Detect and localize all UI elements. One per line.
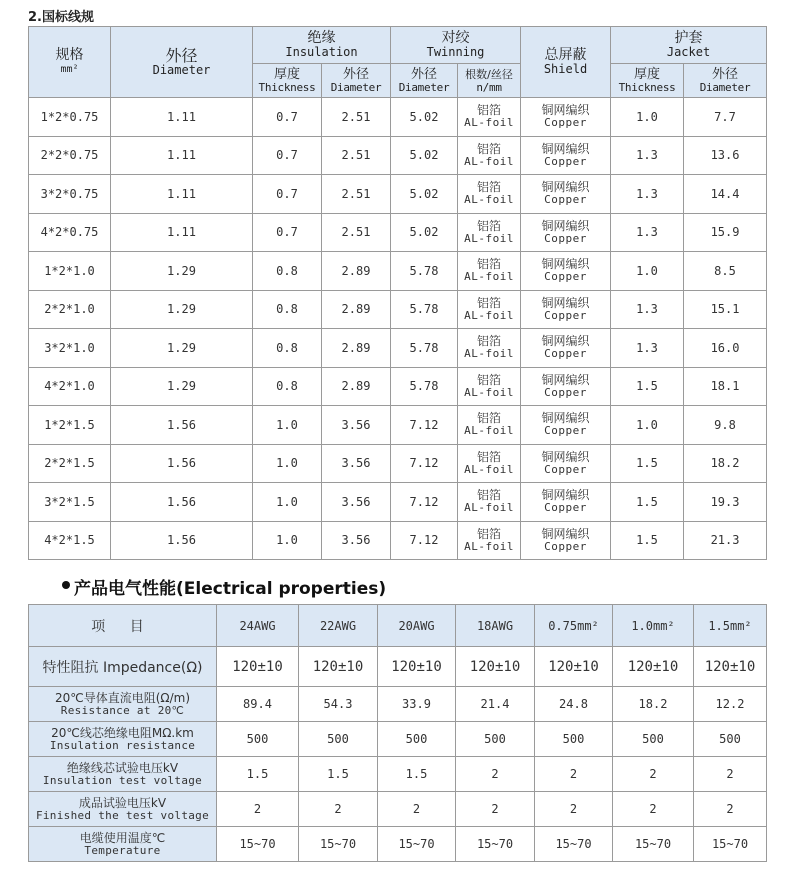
foil-cn: 铝箔 [477, 449, 502, 464]
value-cell: 120±10 [378, 647, 456, 687]
electrical-row [29, 687, 767, 722]
value-cell: 120±10 [217, 647, 299, 687]
header-item: 项 目 [29, 605, 217, 647]
value-cell: 500 [299, 722, 378, 757]
value-cell: 2 [613, 757, 694, 792]
cell-twinning-diameter: 7.12 [391, 521, 458, 560]
row-label-en: Finished the test voltage [35, 808, 210, 822]
cell-twinning-diameter: 5.78 [391, 367, 458, 406]
table-row [29, 252, 767, 291]
cell-outer-diameter: 1.56 [111, 444, 253, 483]
cell-insulation-diameter: 2.89 [322, 252, 391, 291]
value-cell: 500 [613, 722, 694, 757]
cell-jacket-thickness: 1.3 [611, 175, 684, 214]
cell-foil [458, 213, 521, 252]
cell-foil [458, 521, 521, 560]
row-label-cn: 绝缘线芯试验电压kV [66, 760, 179, 775]
value-cell: 2 [535, 792, 613, 827]
row-label-en: Temperature [84, 843, 161, 857]
cell-spec: 3*2*0.75 [29, 175, 111, 214]
foil-cn: 铝箔 [477, 488, 502, 503]
value-cell: 2 [217, 792, 299, 827]
cell-shield [521, 483, 611, 522]
header-twinning-strand: 根数/丝径 n/mm [458, 64, 521, 98]
cell-insulation-thickness: 0.8 [253, 367, 322, 406]
cell-insulation-diameter: 2.89 [322, 329, 391, 368]
cell-twinning-diameter: 5.02 [391, 98, 458, 137]
header-column: 18AWG [456, 605, 535, 647]
header-twinning: 对绞 Twinning [391, 27, 521, 64]
shield-en: Copper [544, 539, 587, 553]
cell-insulation-diameter: 2.51 [322, 213, 391, 252]
cell-shield [521, 175, 611, 214]
foil-en: AL-foil [464, 385, 514, 399]
value-cell: 500 [456, 722, 535, 757]
row-label [29, 792, 217, 827]
value-cell: 24.8 [535, 687, 613, 722]
value-cell: 15~70 [694, 827, 767, 862]
value-cell: 120±10 [613, 647, 694, 687]
table-row [29, 406, 767, 445]
cell-spec: 1*2*1.5 [29, 406, 111, 445]
cell-jacket-diameter: 15.9 [684, 213, 767, 252]
cell-jacket-thickness: 1.0 [611, 406, 684, 445]
row-label-cn: 特性阻抗 Impedance(Ω) [42, 659, 203, 676]
cell-foil [458, 175, 521, 214]
electrical-row [29, 647, 767, 687]
shield-en: Copper [544, 462, 587, 476]
value-cell: 15~70 [217, 827, 299, 862]
cell-jacket-diameter: 13.6 [684, 136, 767, 175]
cell-twinning-diameter: 7.12 [391, 483, 458, 522]
cell-spec: 4*2*1.0 [29, 367, 111, 406]
cell-outer-diameter: 1.56 [111, 521, 253, 560]
header-column: 1.0mm² [613, 605, 694, 647]
cell-foil [458, 290, 521, 329]
value-cell: 2 [299, 792, 378, 827]
cell-jacket-thickness: 1.5 [611, 367, 684, 406]
value-cell: 15~70 [299, 827, 378, 862]
cell-jacket-thickness: 1.5 [611, 521, 684, 560]
cell-spec: 3*2*1.5 [29, 483, 111, 522]
shield-en: Copper [544, 308, 587, 322]
foil-cn: 铝箔 [477, 334, 502, 349]
shield-en: Copper [544, 193, 587, 207]
cell-insulation-diameter: 3.56 [322, 483, 391, 522]
cell-jacket-diameter: 8.5 [684, 252, 767, 291]
cell-spec: 1*2*0.75 [29, 98, 111, 137]
cell-foil [458, 406, 521, 445]
cell-insulation-diameter: 2.89 [322, 290, 391, 329]
cell-insulation-thickness: 0.8 [253, 329, 322, 368]
cell-spec: 4*2*0.75 [29, 213, 111, 252]
value-cell: 500 [535, 722, 613, 757]
foil-cn: 铝箔 [477, 295, 502, 310]
cell-foil [458, 329, 521, 368]
table-row [29, 175, 767, 214]
cell-spec: 2*2*0.75 [29, 136, 111, 175]
value-cell: 120±10 [456, 647, 535, 687]
table-row [29, 521, 767, 560]
row-label-cn: 20℃导体直流电阻(Ω/m) [54, 690, 190, 705]
cell-jacket-thickness: 1.0 [611, 98, 684, 137]
cell-spec: 4*2*1.5 [29, 521, 111, 560]
row-label [29, 827, 217, 862]
shield-cn: 铜网编织 [541, 103, 590, 118]
cell-shield [521, 521, 611, 560]
value-cell: 1.5 [378, 757, 456, 792]
shield-cn: 铜网编织 [541, 257, 590, 272]
value-cell: 15~70 [378, 827, 456, 862]
header-insulation-diameter: 外径 Diameter [322, 64, 391, 98]
cell-insulation-thickness: 1.0 [253, 406, 322, 445]
foil-en: AL-foil [464, 154, 514, 168]
foil-cn: 铝箔 [477, 526, 502, 541]
header-column: 20AWG [378, 605, 456, 647]
header-spec: 规格 mm² [29, 27, 111, 98]
table-row [29, 98, 767, 137]
row-label [29, 757, 217, 792]
row-label-en: Resistance at 20℃ [60, 703, 185, 717]
cell-insulation-diameter: 3.56 [322, 521, 391, 560]
cell-shield [521, 367, 611, 406]
cell-foil [458, 98, 521, 137]
table-row [29, 444, 767, 483]
cell-jacket-thickness: 1.5 [611, 444, 684, 483]
value-cell: 120±10 [694, 647, 767, 687]
value-cell: 33.9 [378, 687, 456, 722]
header-column: 22AWG [299, 605, 378, 647]
shield-en: Copper [544, 347, 587, 361]
row-label [29, 647, 217, 687]
row-label-en: Insulation test voltage [42, 773, 203, 787]
header-jacket: 护套 Jacket [611, 27, 767, 64]
cell-foil [458, 252, 521, 291]
value-cell: 120±10 [535, 647, 613, 687]
cell-jacket-diameter: 15.1 [684, 290, 767, 329]
cell-twinning-diameter: 5.02 [391, 136, 458, 175]
shield-en: Copper [544, 231, 587, 245]
shield-cn: 铜网编织 [541, 449, 590, 464]
cell-outer-diameter: 1.56 [111, 483, 253, 522]
cell-jacket-diameter: 19.3 [684, 483, 767, 522]
foil-en: AL-foil [464, 308, 514, 322]
cell-jacket-diameter: 14.4 [684, 175, 767, 214]
cell-shield [521, 290, 611, 329]
header-shield: 总屏蔽 Shield [521, 27, 611, 98]
value-cell: 500 [378, 722, 456, 757]
header-column: 1.5mm² [694, 605, 767, 647]
header-column: 0.75mm² [535, 605, 613, 647]
header-twinning-diameter: 外径 Diameter [391, 64, 458, 98]
cell-insulation-diameter: 2.51 [322, 136, 391, 175]
header-jacket-diameter: 外径 Diameter [684, 64, 767, 98]
header-column: 24AWG [217, 605, 299, 647]
table-row [29, 136, 767, 175]
cell-insulation-thickness: 1.0 [253, 444, 322, 483]
value-cell: 500 [217, 722, 299, 757]
cell-jacket-thickness: 1.3 [611, 329, 684, 368]
cell-shield [521, 252, 611, 291]
value-cell: 2 [613, 792, 694, 827]
shield-cn: 铜网编织 [541, 334, 590, 349]
value-cell: 2 [535, 757, 613, 792]
value-cell: 21.4 [456, 687, 535, 722]
electrical-row [29, 757, 767, 792]
header-row-1 [29, 27, 767, 64]
electrical-header-row [29, 605, 767, 647]
shield-en: Copper [544, 154, 587, 168]
cell-jacket-thickness: 1.0 [611, 252, 684, 291]
cell-twinning-diameter: 7.12 [391, 444, 458, 483]
shield-en: Copper [544, 385, 587, 399]
value-cell: 2 [694, 792, 767, 827]
cell-outer-diameter: 1.11 [111, 213, 253, 252]
foil-en: AL-foil [464, 501, 514, 515]
section-title-wire-gauge: 2.国标线规 [28, 10, 94, 25]
cell-foil [458, 367, 521, 406]
foil-en: AL-foil [464, 270, 514, 284]
cell-jacket-diameter: 18.1 [684, 367, 767, 406]
cell-outer-diameter: 1.29 [111, 290, 253, 329]
cell-jacket-thickness: 1.3 [611, 290, 684, 329]
row-label-cn: 电缆使用温度℃ [79, 830, 166, 845]
value-cell: 89.4 [217, 687, 299, 722]
shield-cn: 铜网编织 [541, 141, 590, 156]
foil-en: AL-foil [464, 539, 514, 553]
cell-outer-diameter: 1.29 [111, 329, 253, 368]
cell-insulation-thickness: 0.8 [253, 290, 322, 329]
row-label-cn: 成品试验电压kV [78, 795, 167, 810]
cell-twinning-diameter: 5.02 [391, 175, 458, 214]
cell-shield [521, 136, 611, 175]
cell-outer-diameter: 1.11 [111, 136, 253, 175]
foil-cn: 铝箔 [477, 411, 502, 426]
cell-spec: 2*2*1.0 [29, 290, 111, 329]
foil-cn: 铝箔 [477, 141, 502, 156]
cell-jacket-thickness: 1.3 [611, 136, 684, 175]
electrical-properties-body [29, 605, 767, 862]
cell-insulation-thickness: 0.7 [253, 136, 322, 175]
cell-jacket-diameter: 16.0 [684, 329, 767, 368]
value-cell: 18.2 [613, 687, 694, 722]
value-cell: 15~70 [613, 827, 694, 862]
shield-en: Copper [544, 116, 587, 130]
foil-en: AL-foil [464, 116, 514, 130]
cell-twinning-diameter: 5.78 [391, 252, 458, 291]
table-row [29, 367, 767, 406]
electrical-row [29, 827, 767, 862]
value-cell: 15~70 [456, 827, 535, 862]
foil-en: AL-foil [464, 231, 514, 245]
cell-outer-diameter: 1.11 [111, 175, 253, 214]
cell-shield [521, 444, 611, 483]
cell-shield [521, 406, 611, 445]
cell-spec: 3*2*1.0 [29, 329, 111, 368]
value-cell: 12.2 [694, 687, 767, 722]
cell-jacket-diameter: 21.3 [684, 521, 767, 560]
cell-outer-diameter: 1.11 [111, 98, 253, 137]
foil-en: AL-foil [464, 462, 514, 476]
wire-gauge-table [28, 26, 767, 560]
row-label [29, 722, 217, 757]
cell-insulation-diameter: 2.51 [322, 175, 391, 214]
value-cell: 500 [694, 722, 767, 757]
electrical-row [29, 722, 767, 757]
cell-insulation-diameter: 2.51 [322, 98, 391, 137]
cell-twinning-diameter: 5.78 [391, 329, 458, 368]
shield-en: Copper [544, 501, 587, 515]
foil-en: AL-foil [464, 193, 514, 207]
shield-en: Copper [544, 424, 587, 438]
row-label-cn: 20℃线芯绝缘电阻MΩ.km [51, 725, 194, 740]
electrical-properties-table [28, 604, 767, 862]
cell-foil [458, 444, 521, 483]
cell-foil [458, 483, 521, 522]
value-cell: 2 [456, 792, 535, 827]
value-cell: 54.3 [299, 687, 378, 722]
cell-twinning-diameter: 7.12 [391, 406, 458, 445]
value-cell: 15~70 [535, 827, 613, 862]
shield-cn: 铜网编织 [541, 411, 590, 426]
cell-insulation-thickness: 0.7 [253, 213, 322, 252]
shield-cn: 铜网编织 [541, 488, 590, 503]
value-cell: 1.5 [217, 757, 299, 792]
cell-outer-diameter: 1.56 [111, 406, 253, 445]
value-cell: 120±10 [299, 647, 378, 687]
shield-cn: 铜网编织 [541, 180, 590, 195]
cell-jacket-diameter: 9.8 [684, 406, 767, 445]
cell-insulation-thickness: 0.8 [253, 252, 322, 291]
cell-insulation-diameter: 2.89 [322, 367, 391, 406]
cell-twinning-diameter: 5.78 [391, 290, 458, 329]
wire-gauge-table-body [29, 98, 767, 560]
cell-insulation-diameter: 3.56 [322, 406, 391, 445]
shield-cn: 铜网编织 [541, 295, 590, 310]
row-label [29, 687, 217, 722]
cell-outer-diameter: 1.29 [111, 367, 253, 406]
shield-en: Copper [544, 270, 587, 284]
foil-cn: 铝箔 [477, 372, 502, 387]
cell-insulation-thickness: 1.0 [253, 521, 322, 560]
header-insulation: 绝缘 Insulation [253, 27, 391, 64]
foil-en: AL-foil [464, 347, 514, 361]
cell-jacket-thickness: 1.3 [611, 213, 684, 252]
table-row [29, 290, 767, 329]
foil-cn: 铝箔 [477, 180, 502, 195]
cell-shield [521, 213, 611, 252]
cell-jacket-diameter: 18.2 [684, 444, 767, 483]
cell-foil [458, 136, 521, 175]
value-cell: 2 [694, 757, 767, 792]
shield-cn: 铜网编织 [541, 526, 590, 541]
header-outer-diameter: 外径 Diameter [111, 27, 253, 98]
cell-jacket-thickness: 1.5 [611, 483, 684, 522]
cell-spec: 1*2*1.0 [29, 252, 111, 291]
shield-cn: 铜网编织 [541, 218, 590, 233]
cell-outer-diameter: 1.29 [111, 252, 253, 291]
cell-shield [521, 329, 611, 368]
foil-en: AL-foil [464, 424, 514, 438]
foil-cn: 铝箔 [477, 218, 502, 233]
section-title-electrical: 产品电气性能(Electrical properties) [74, 579, 387, 599]
foil-cn: 铝箔 [477, 103, 502, 118]
foil-cn: 铝箔 [477, 257, 502, 272]
cell-insulation-thickness: 0.7 [253, 175, 322, 214]
cell-shield [521, 98, 611, 137]
cell-jacket-diameter: 7.7 [684, 98, 767, 137]
cell-insulation-thickness: 1.0 [253, 483, 322, 522]
cell-twinning-diameter: 5.02 [391, 213, 458, 252]
table-row [29, 213, 767, 252]
shield-cn: 铜网编织 [541, 372, 590, 387]
cell-insulation-diameter: 3.56 [322, 444, 391, 483]
bullet-icon [62, 581, 70, 589]
row-label-en: Insulation resistance [49, 738, 196, 752]
cell-spec: 2*2*1.5 [29, 444, 111, 483]
table-row [29, 483, 767, 522]
value-cell: 2 [456, 757, 535, 792]
header-insulation-thickness: 厚度 Thickness [253, 64, 322, 98]
table-row [29, 329, 767, 368]
cell-insulation-thickness: 0.7 [253, 98, 322, 137]
value-cell: 1.5 [299, 757, 378, 792]
electrical-row [29, 792, 767, 827]
header-jacket-thickness: 厚度 Thickness [611, 64, 684, 98]
value-cell: 2 [378, 792, 456, 827]
